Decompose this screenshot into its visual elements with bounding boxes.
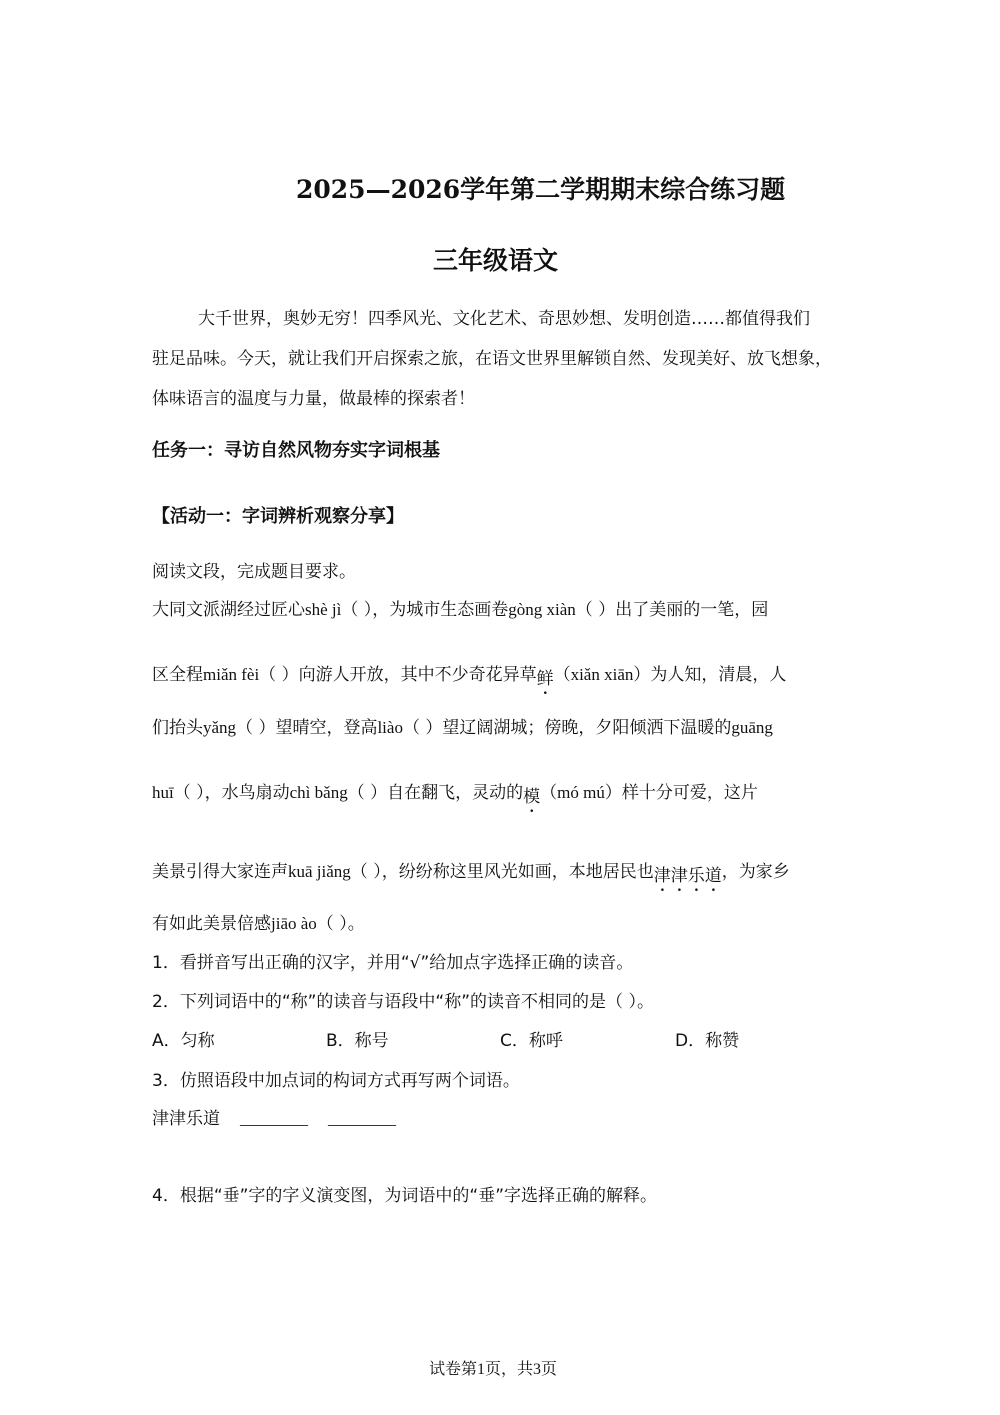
pinyin: yǎng bbox=[203, 718, 237, 737]
answer-blank[interactable]: （ ）望辽阔湖城；傍晚，夕阳倾洒下温暖的 bbox=[402, 718, 732, 738]
pinyin: miǎn fèi bbox=[203, 665, 260, 684]
passage-line-3 bbox=[152, 713, 773, 738]
pinyin: guāng bbox=[731, 718, 773, 737]
answer-blank[interactable]: （ ），纷纷称这里风光如画，本地居民也 bbox=[350, 862, 654, 882]
intro-line-3: 体味语言的温度与力量，做最棒的探索者！ bbox=[152, 389, 475, 409]
passage-line-6 bbox=[152, 909, 365, 934]
question-3: 3．仿照语段中加点词的构词方式再写两个词语。 bbox=[152, 1071, 520, 1091]
pinyin: gòng xiàn bbox=[508, 600, 576, 619]
option-c[interactable]: C．称呼 bbox=[500, 1031, 563, 1051]
activity1-heading: 【活动一：字词辨析观察分享】 bbox=[152, 506, 404, 527]
passage-line-4 bbox=[152, 778, 758, 813]
question-4: 4．根据“垂”字的字义演变图，为词语中的“垂”字选择正确的解释。 bbox=[152, 1186, 658, 1206]
intro-line-1: 大千世界，奥妙无穷！四季风光、文化艺术、奇思妙想、发明创造……都值得我们 bbox=[198, 309, 810, 329]
answer-blank[interactable]: （ ），为城市生态画卷 bbox=[341, 600, 509, 620]
passage-text: 有如此美景倍感 bbox=[152, 914, 271, 934]
pinyin: liào bbox=[377, 718, 403, 737]
page-footer: 试卷第1页，共3页 bbox=[429, 1361, 558, 1378]
passage-text: 为人知，清晨，人 bbox=[650, 665, 787, 685]
option-a[interactable]: A．匀称 bbox=[152, 1031, 215, 1051]
instruction-text: 阅读文段，完成题目要求。 bbox=[152, 562, 356, 582]
q3-answer-line bbox=[152, 1104, 396, 1129]
option-b[interactable]: B．称号 bbox=[326, 1031, 389, 1051]
passage-line-5 bbox=[152, 857, 790, 892]
answer-blank[interactable]: （ ）望晴空，登高 bbox=[236, 718, 378, 738]
q3-example: 津津乐道 bbox=[152, 1109, 220, 1129]
q3-blank-1[interactable]: ________ bbox=[240, 1109, 308, 1128]
dotted-char: 模 bbox=[523, 787, 541, 807]
pinyin-choice[interactable]: （mó mú） bbox=[540, 783, 622, 802]
pinyin: shè jì bbox=[305, 600, 342, 619]
option-d[interactable]: D．称赞 bbox=[675, 1031, 740, 1051]
answer-blank[interactable]: （ ）自在翻飞，灵动的 bbox=[347, 783, 524, 803]
passage-text: 美景引得大家连声 bbox=[152, 862, 288, 882]
pinyin: huī bbox=[152, 783, 174, 802]
passage-text: 们抬头 bbox=[152, 718, 203, 738]
passage-text: 区全程 bbox=[152, 665, 203, 685]
dotted-char: 鲜 bbox=[536, 669, 554, 689]
pinyin-choice[interactable]: （xiǎn xiān） bbox=[553, 665, 651, 684]
answer-blank[interactable]: （ ），水鸟扇动 bbox=[173, 783, 290, 803]
pinyin: kuā jiǎng bbox=[288, 862, 351, 881]
passage-text: 大同文派湖经过匠心 bbox=[152, 600, 305, 620]
pinyin: chì bǎng bbox=[289, 783, 348, 802]
answer-blank[interactable]: （ ）出了美丽的一笔，园 bbox=[575, 600, 769, 620]
passage-line-1 bbox=[152, 595, 768, 620]
passage-text: 样十分可爱，这片 bbox=[621, 783, 758, 803]
grade-subject: 三年级语文 bbox=[433, 246, 559, 275]
passage-line-2 bbox=[152, 660, 786, 695]
answer-blank[interactable]: （ ）向游人开放，其中不少奇花异草 bbox=[259, 665, 537, 685]
intro-line-2: 驻足品味。今天，就让我们开启探索之旅，在语文世界里解锁自然、发现美好、放飞想象， bbox=[152, 349, 832, 369]
answer-blank[interactable]: （ ）。 bbox=[316, 914, 365, 934]
passage-text: ，为家乡 bbox=[721, 862, 790, 882]
q3-blank-2[interactable]: ________ bbox=[328, 1109, 396, 1128]
exam-title: 2025—2026学年第二学期期末综合练习题 bbox=[296, 175, 786, 204]
question-2: 2．下列词语中的“称”的读音与语段中“称”的读音不相同的是（ ）。 bbox=[152, 992, 654, 1012]
pinyin: jiāo ào bbox=[271, 914, 317, 933]
question-1: 1．看拼音写出正确的汉字，并用“√”给加点字选择正确的读音。 bbox=[152, 953, 634, 973]
task1-heading: 任务一：寻访自然风物夯实字词根基 bbox=[152, 440, 440, 461]
dotted-word: 津津乐道 bbox=[653, 866, 722, 886]
